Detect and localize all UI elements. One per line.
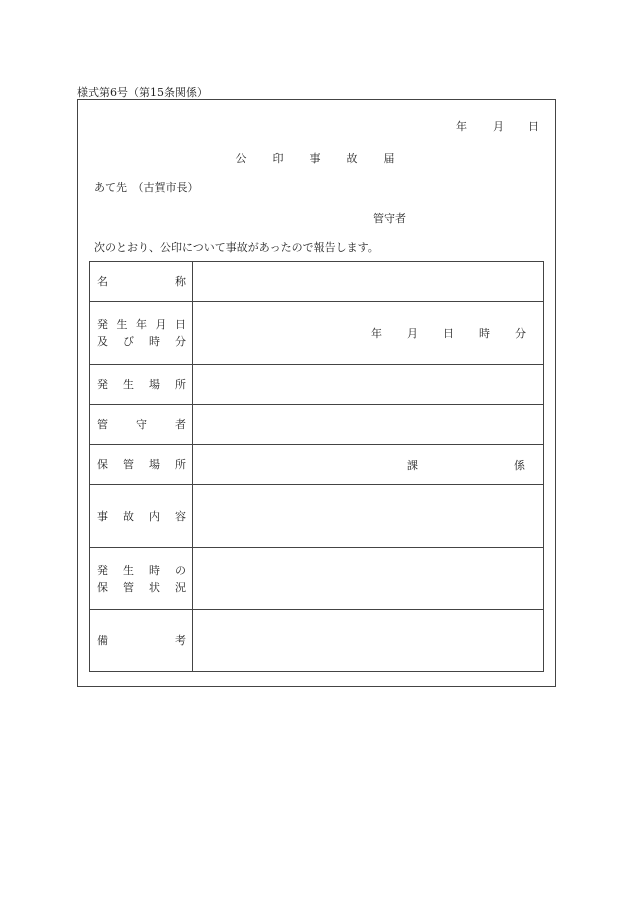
label-char: 生 [123,378,134,391]
row-custodian [90,405,544,445]
label-char: 場 [149,378,160,391]
label-name [90,262,193,302]
custodian-signature-label: 管守者 [373,212,406,225]
date-month-label: 月 [493,120,504,133]
field-name[interactable] [193,262,544,302]
label-char: 時 [149,563,160,577]
row-storage [90,445,544,485]
row-content [90,485,544,548]
label-custodian [90,405,193,445]
title-char: 公 [235,152,247,165]
label-char: 日 [175,318,186,331]
label-char: 事 [97,509,108,523]
label-status [90,548,193,610]
label-char: 管 [97,418,108,431]
label-char: び [123,335,134,348]
label-char: 内 [149,509,160,523]
label-char: 保 [97,580,108,594]
field-status[interactable] [193,548,544,610]
label-char: 及 [97,335,108,348]
label-char: 管 [123,458,134,471]
title-char: 届 [383,152,395,165]
field-occurrence-datetime[interactable] [193,302,544,365]
form-title [0,150,630,166]
field-place[interactable] [193,365,544,405]
label-char: 考 [175,634,186,647]
label-char: 名 [97,275,108,288]
title-char: 印 [272,152,284,165]
label-char: 管 [123,580,134,594]
label-content [90,485,193,548]
label-char: 年 [136,318,147,331]
unit-label: 日 [443,327,454,340]
label-char: 況 [175,580,186,594]
row-name [90,262,544,302]
label-char: 分 [175,335,186,348]
label-char: 容 [175,509,186,523]
intro-text: 次のとおり、公印について事故があったので報告します。 [94,241,379,254]
row-status [90,548,544,610]
label-char: 生 [116,318,128,331]
unit-label: 分 [515,327,526,340]
label-char: の [175,563,186,577]
unit-label: 係 [514,458,525,472]
row-occurrence [90,302,544,365]
form-number-caption: 様式第6号（第15条関係） [77,86,208,99]
label-char: 発 [97,318,108,331]
row-place [90,365,544,405]
label-char: 生 [123,563,134,577]
date-day-label: 日 [528,120,539,133]
label-char: 故 [123,509,134,523]
label-char: 備 [97,634,108,647]
label-char: 称 [175,275,186,288]
label-remarks [90,610,193,672]
label-char: 所 [175,458,186,471]
unit-label: 月 [407,327,418,340]
addressee: あて先 （古賀市長） [94,181,199,194]
unit-label: 課 [407,458,418,472]
label-char: 場 [149,458,160,471]
title-char: 故 [346,152,358,165]
unit-label: 年 [371,327,382,340]
report-table [89,261,544,672]
label-char: 時 [149,335,160,348]
label-place [90,365,193,405]
label-occurrence [90,302,193,365]
field-content[interactable] [193,485,544,548]
field-custodian[interactable] [193,405,544,445]
row-remarks [90,610,544,672]
field-storage[interactable] [193,445,544,485]
unit-label: 時 [479,327,490,340]
label-char: 発 [97,378,108,391]
label-char: 月 [155,318,167,331]
label-char: 保 [97,458,108,471]
label-char: 発 [97,563,108,577]
label-char: 所 [175,378,186,391]
label-char: 者 [175,418,186,431]
label-char: 守 [136,418,147,431]
field-remarks[interactable] [193,610,544,672]
label-char: 状 [149,580,160,594]
label-storage [90,445,193,485]
date-year-label: 年 [456,120,467,133]
title-char: 事 [309,152,321,165]
